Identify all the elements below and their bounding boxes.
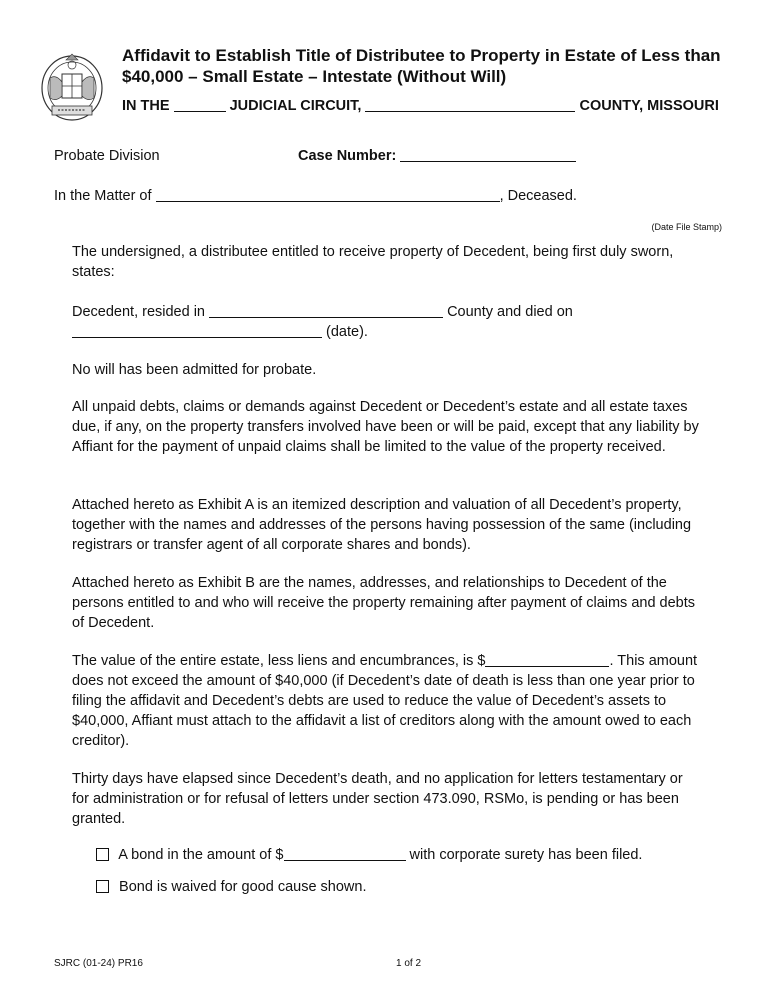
bond-waived-option — [96, 879, 367, 895]
case-number-label: Case Number: — [298, 148, 397, 164]
case-number-field[interactable] — [400, 161, 576, 162]
bond-filed-label: A bond in the amount of $ — [118, 847, 284, 863]
form-id: SJRC (01-24) PR16 — [54, 958, 143, 969]
missouri-state-seal-icon — [38, 48, 106, 124]
in-the-label: IN THE — [122, 98, 170, 114]
paragraph-thirty-days: Thirty days have elapsed since Decedent’s death, and no application for letters testamentary or for administration or for refusal of letters under section 473.090, RSMo, is pending or has been granted. — [72, 771, 683, 827]
paragraph-debts: All unpaid debts, claims or demands against Decedent or Decedent’s estate and all estate taxes due, if any, on the property transfers involved have been or will be paid, except that any liability by Affiant for the payment of unpaid claims shall be limited to the value of the property received. — [72, 399, 699, 455]
county-name-field[interactable] — [365, 111, 575, 112]
judicial-circuit-label: JUDICIAL CIRCUIT, — [229, 98, 362, 114]
bond-waived-checkbox[interactable] — [96, 880, 109, 893]
residence-label: Decedent, resided in — [72, 304, 205, 320]
paragraph-exhibit-b: Attached hereto as Exhibit B are the names, addresses, and relationships to Decedent of the persons entitled to and who will receive the property remaining after payment of claims and debts of Decedent. — [72, 575, 696, 631]
date-label: (date). — [326, 324, 368, 340]
paragraph-residence — [72, 302, 702, 342]
court-line — [122, 98, 742, 114]
matter-row — [54, 188, 577, 204]
bond-amount-field[interactable] — [284, 860, 406, 861]
bond-filed-suffix: with corporate surety has been filed. — [409, 847, 643, 863]
date-file-stamp-label: (Date File Stamp) — [651, 222, 722, 232]
decedent-name-field[interactable] — [156, 201, 500, 202]
matter-prefix: In the Matter of — [54, 188, 152, 204]
estate-value-field[interactable] — [485, 666, 609, 667]
died-on-label: County and died on — [447, 304, 573, 320]
bond-filed-option — [96, 847, 642, 863]
paragraph-no-will: No will has been admitted for probate. — [72, 362, 317, 378]
page-number: 1 of 2 — [396, 958, 422, 969]
county-missouri-label: COUNTY, MISSOURI — [579, 98, 719, 114]
estate-value-text: . This amount does not exceed the amount of $40,000 (if Decedent’s date of death is less than one year prior to filing the affidavit and Decedent’s debts are used to reduce the value of Decedent’s assets to $40,000, Affiant must attach to the affidavit a list of creditors along with the amount owed to each creditor). — [72, 653, 698, 749]
estate-value-label: The value of the entire estate, less liens and encumbrances, is $ — [72, 653, 486, 669]
paragraph-exhibit-a: Attached hereto as Exhibit A is an itemized description and valuation of all Decedent’s property, together with the names and addresses of the persons having possession of the same (including registrars or transfer agent of all corporate shares and bonds). — [72, 497, 692, 553]
residence-county-field[interactable] — [209, 317, 443, 318]
circuit-number-field[interactable] — [174, 111, 226, 112]
bond-waived-label: Bond is waived for good cause shown. — [119, 879, 367, 895]
matter-suffix: , Deceased. — [499, 188, 577, 204]
bond-filed-checkbox[interactable] — [96, 848, 109, 861]
probate-division-label: Probate Division — [54, 148, 160, 164]
form-title: Affidavit to Establish Title of Distributee to Property in Estate of Less than $40,000 – Small Estate – Intestate (Without Will) — [122, 46, 721, 86]
paragraph-estate-value — [72, 651, 702, 751]
paragraph-sworn: The undersigned, a distributee entitled to receive property of Decedent, being first duly sworn, states: — [72, 244, 674, 280]
date-of-death-field[interactable] — [72, 337, 322, 338]
case-number-row — [298, 148, 576, 164]
